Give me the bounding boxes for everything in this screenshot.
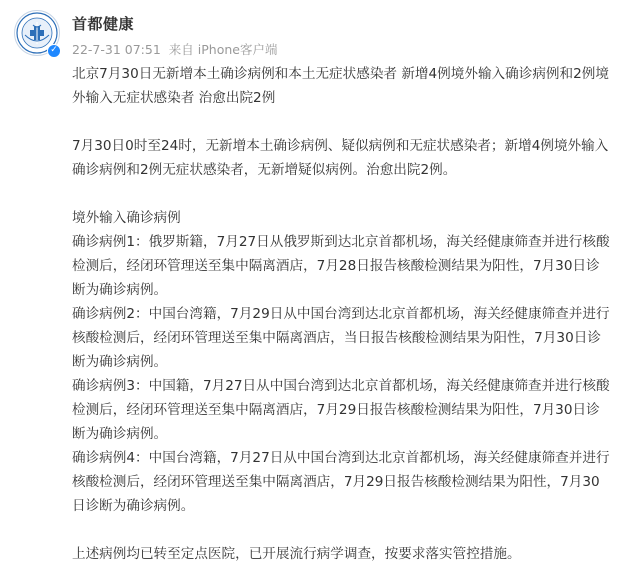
case-paragraph: 确诊病例4：中国台湾籍，7月27日从中国台湾到达北京首都机场，海关经健康筛查并进行核酸检测后，经闭环管理送至集中隔离酒店，7月29日报告核酸检测结果为阳性，7月30日诊断为确诊病例。: [72, 450, 610, 514]
post-meta: [72, 40, 277, 58]
case-paragraph: 确诊病例1：俄罗斯籍，7月27日从俄罗斯到达北京首都机场，海关经健康筛查并进行核酸检测后，经闭环管理送至集中隔离酒店，7月28日报告核酸检测结果为阳性，7月30日诊断为确诊病例。: [72, 234, 610, 298]
section-heading: 境外输入确诊病例: [72, 210, 181, 226]
post-header: [14, 10, 610, 60]
verified-badge-icon: ✓: [47, 44, 61, 58]
case-paragraph: 确诊病例3：中国籍，7月27日从中国台湾到达北京首都机场，海关经健康筛查并进行核酸检测后，经闭环管理送至集中隔离酒店，7月29日报告核酸检测结果为阳性，7月30日诊断为确诊病例。: [72, 378, 610, 442]
closing-paragraph: 上述病例均已转至定点医院，已开展流行病学调查，按要求落实管控措施。: [72, 546, 521, 562]
case-paragraph: 确诊病例2：中国台湾籍，7月29日从中国台湾到达北京首都机场，海关经健康筛查并进行核酸检测后，经闭环管理送至集中隔离酒店，当日报告核酸检测结果为阳性，7月30日诊断为确诊病例。: [72, 306, 610, 370]
author-name[interactable]: 首都健康: [72, 15, 135, 33]
post-source: 来自 iPhone客户端: [168, 42, 278, 57]
post-time[interactable]: 22-7-31 07:51: [72, 42, 161, 57]
post-content: [72, 62, 612, 566]
post-summary: 7月30日0时至24时，无新增本土确诊病例、疑似病例和无症状感染者；新增4例境外输入确诊病例和2例无症状感染者，无新增疑似病例。治愈出院2例。: [72, 138, 609, 178]
post-title: 北京7月30日无新增本土确诊病例和本土无症状感染者 新增4例境外输入确诊病例和2例境外输入无症状感染者 治愈出院2例: [72, 66, 609, 106]
